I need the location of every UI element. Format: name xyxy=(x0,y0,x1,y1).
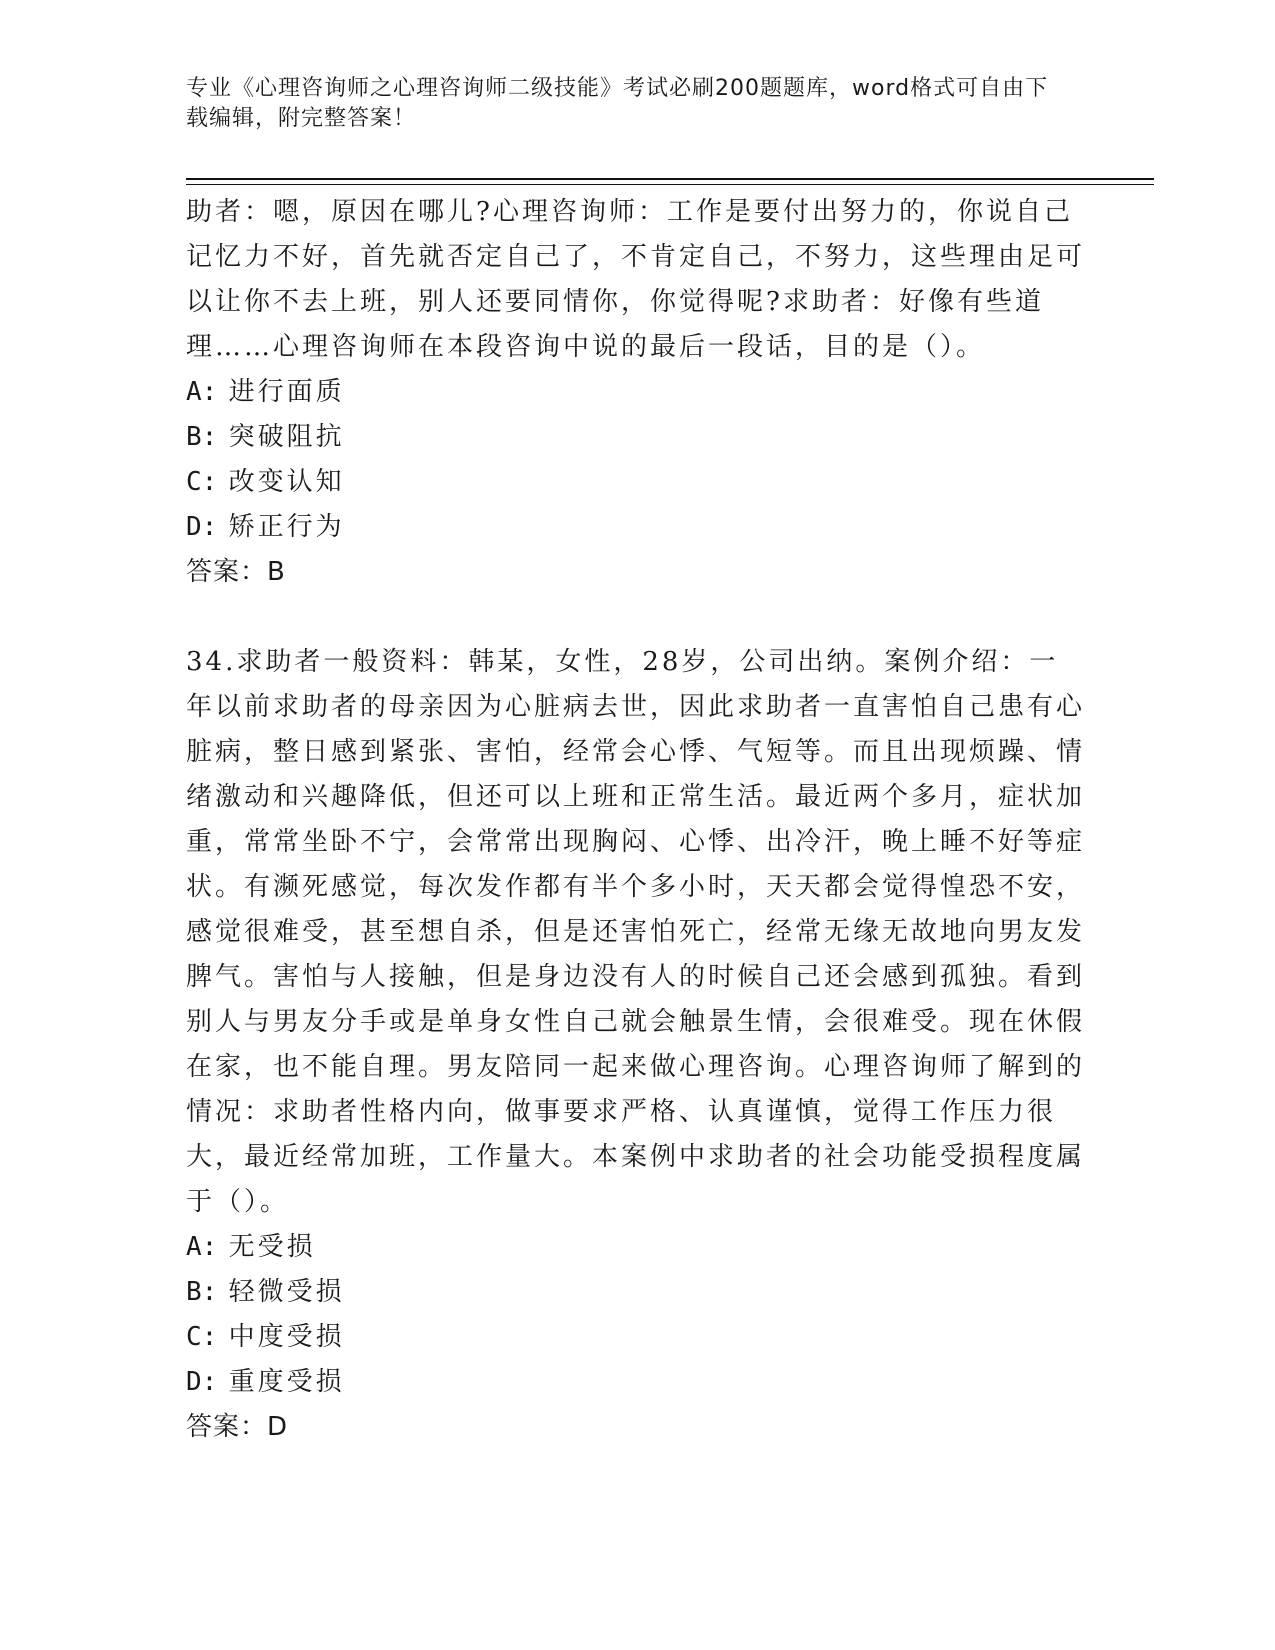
answer-line: 答案：B xyxy=(186,557,286,587)
option-list xyxy=(186,1225,1086,1405)
option-d xyxy=(186,505,1086,550)
option-a xyxy=(186,370,1086,415)
option-list xyxy=(186,370,1086,550)
option-text: 重度受损 xyxy=(228,1367,345,1397)
option-text: 改变认知 xyxy=(228,467,345,497)
option-key: C: xyxy=(186,467,218,497)
option-key: A: xyxy=(186,1232,218,1262)
header-rule-thin xyxy=(186,184,1154,185)
option-b xyxy=(186,1270,1086,1315)
option-text: 中度受损 xyxy=(228,1322,345,1352)
answer-line: 答案：D xyxy=(186,1412,289,1442)
option-text: 矫正行为 xyxy=(228,512,345,542)
option-key: A: xyxy=(186,377,218,407)
document-body xyxy=(186,190,1086,1450)
question-stem: 34.求助者一般资料：韩某，女性，28岁，公司出纳。案例介绍：一年以前求助者的母亲因为心脏病去世，因此求助者一直害怕自己患有心脏病，整日感到紧张、害怕，经常会心悸、气短等。而且出现烦躁、情绪激动和兴趣降低，但还可以上班和正常生活。最近两个多月，症状加重，常常坐卧不宁，会常常出现胸闷、心悸、出冷汗，晚上睡不好等症状。有濒死感觉，每次发作都有半个多小时，天天都会觉得惶恐不安，感觉很难受，甚至想自杀，但是还害怕死亡，经常无缘无故地向男友发脾气。害怕与人接触，但是身边没有人的时候自己还会感到孤独。看到别人与男友分手或是单身女性自己就会触景生情，会很难受。现在休假在家，也不能自理。男友陪同一起来做心理咨询。心理咨询师了解到的情况：求助者性格内向，做事要求严格、认真谨慎，觉得工作压力很大，最近经常加班，工作量大。本案例中求助者的社会功能受损程度属于（）。 xyxy=(186,647,1086,1217)
question-spacer xyxy=(186,595,1086,640)
option-d xyxy=(186,1360,1086,1405)
question-block xyxy=(186,640,1086,1450)
option-b xyxy=(186,415,1086,460)
option-c xyxy=(186,1315,1086,1360)
header-rule-thick xyxy=(186,178,1154,180)
option-key: D: xyxy=(186,1367,218,1397)
option-text: 轻微受损 xyxy=(228,1277,345,1307)
option-c xyxy=(186,460,1086,505)
option-text: 突破阻抗 xyxy=(228,422,345,452)
question-stem: 助者：嗯，原因在哪儿?心理咨询师：工作是要付出努力的，你说自己记忆力不好，首先就否定自己了，不肯定自己，不努力，这些理由足可以让你不去上班，别人还要同情你，你觉得呢?求助者：好像有些道理……心理咨询师在本段咨询中说的最后一段话，目的是（）。 xyxy=(186,197,1086,362)
document-header xyxy=(186,74,1066,134)
option-key: B: xyxy=(186,1277,218,1307)
option-text: 进行面质 xyxy=(228,377,345,407)
option-a xyxy=(186,1225,1086,1270)
option-key: C: xyxy=(186,1322,218,1352)
option-key: B: xyxy=(186,422,218,452)
option-key: D: xyxy=(186,512,218,542)
header-text: 专业《心理咨询师之心理咨询师二级技能》考试必刷200题题库，word格式可自由下载编辑，附完整答案！ xyxy=(186,76,1049,131)
question-block xyxy=(186,190,1086,595)
option-text: 无受损 xyxy=(228,1232,316,1262)
